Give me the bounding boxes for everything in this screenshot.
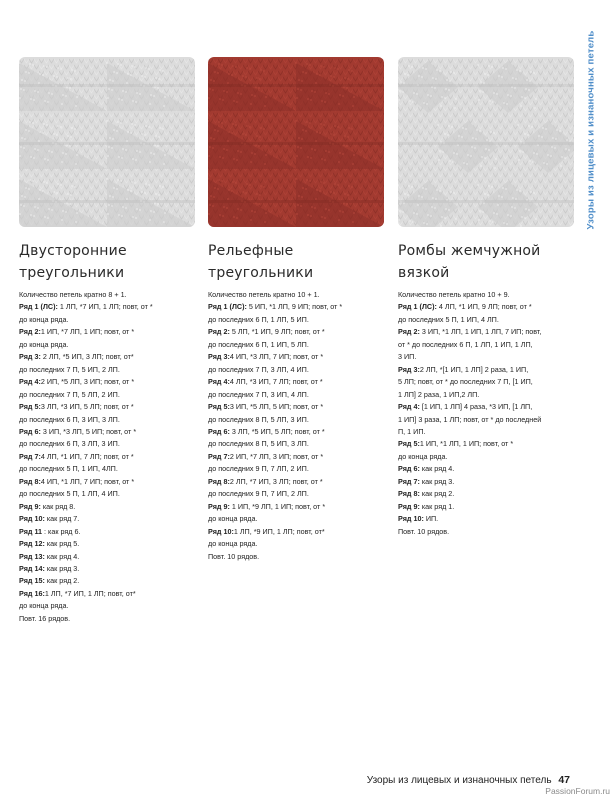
instruction-line xyxy=(19,463,201,475)
instruction-line xyxy=(19,600,201,612)
row-label: Ряд 9: xyxy=(398,501,420,511)
pattern-instructions xyxy=(398,289,580,538)
row-text: 4 ЛП, *1 ИП, 9 ЛП; повт, от * xyxy=(436,302,532,312)
instruction-line xyxy=(208,463,390,475)
row-text: П, 1 ИП. xyxy=(398,426,426,436)
row-text: до последних 6 П, 3 ИП, 3 ЛП. xyxy=(19,414,120,424)
instruction-line xyxy=(19,301,201,313)
instruction-line xyxy=(208,513,390,525)
instruction-line xyxy=(19,414,201,426)
instruction-line xyxy=(208,438,390,450)
instruction-line xyxy=(19,376,201,388)
row-label: Ряд 13: xyxy=(19,551,45,561)
instruction-line xyxy=(19,513,201,525)
instruction-line xyxy=(19,401,201,413)
row-label: Ряд 12: xyxy=(19,539,45,549)
row-text: 1 ЛП, *7 ИП, 1 ЛП; повт, от* xyxy=(44,588,136,598)
row-text: 3 ИП, *3 ЛП, 5 ИП; повт, от * xyxy=(40,426,137,436)
row-label: Ряд 8: xyxy=(398,489,420,499)
swatch-photo-double-sided-triangles xyxy=(19,57,195,227)
row-text: до последних 7 П, 3 ЛП, 4 ИП. xyxy=(208,364,309,374)
row-text: 1 ИП, *9 ЛП, 1 ИП; повт, от * xyxy=(229,501,326,511)
row-text: до конца ряда. xyxy=(19,339,69,349)
row-text: 3 ИП, *1 ЛП, 1 ИП, 1 ЛП, 7 ИП; повт, xyxy=(419,327,542,337)
row-text: 4 ИП, *1 ЛП, 7 ИП; повт, от * xyxy=(40,476,135,486)
instruction-line xyxy=(398,414,580,426)
row-text: до последних 7 П, 3 ИП, 4 ЛП. xyxy=(208,389,309,399)
row-label: Ряд 11 xyxy=(19,526,43,536)
instruction-line xyxy=(208,451,390,463)
row-label: Ряд 3: xyxy=(19,352,41,362)
row-text: 2 ЛП, *[1 ИП, 1 ЛП] 2 раза, 1 ИП, xyxy=(419,364,529,374)
row-text: 2 ИП, *5 ЛП, 3 ИП; повт, от * xyxy=(40,377,135,387)
row-text: 3 ЛП, *3 ИП, 5 ЛП; повт, от * xyxy=(40,402,134,412)
instruction-line xyxy=(208,476,390,488)
footer-section-title: Узоры из лицевых и изнаночных петель xyxy=(366,775,552,786)
instruction-line xyxy=(208,501,390,513)
page-footer xyxy=(367,774,570,786)
row-label: Ряд 9: xyxy=(19,501,41,511)
instruction-line xyxy=(398,463,580,475)
row-label: Ряд 7: xyxy=(208,451,230,461)
row-text: до последних 8 П, 5 ИП, 3 ЛП. xyxy=(208,439,309,449)
row-label: Ряд 10: xyxy=(398,514,424,524)
row-label: Ряд 1 (ЛС): xyxy=(398,302,437,312)
row-text: до последних 5 П, 1 ЛП, 4 ИП. xyxy=(19,489,120,499)
row-text: 3 ЛП, *5 ИП, 5 ЛП; повт, от * xyxy=(229,426,325,436)
row-text: до последних 6 П, 3 ЛП, 3 ИП. xyxy=(19,439,120,449)
row-label: Ряд 2: xyxy=(208,327,230,337)
swatch-photo-seed-stitch-diamonds xyxy=(398,57,574,227)
pattern-instructions xyxy=(19,289,201,625)
instruction-line xyxy=(398,526,580,538)
instruction-line xyxy=(19,476,201,488)
instruction-line xyxy=(208,364,390,376)
row-text: 4 ЛП, *1 ИП, 7 ЛП; повт, от * xyxy=(40,451,134,461)
row-text: как ряд 7. xyxy=(44,514,80,524)
instruction-line xyxy=(398,426,580,438)
row-text: 4 ЛП, *3 ИП, 7 ЛП; повт, от * xyxy=(229,377,323,387)
instruction-line xyxy=(208,414,390,426)
instruction-line xyxy=(208,301,390,313)
instruction-line xyxy=(398,364,580,376)
row-text: как ряд 1. xyxy=(419,501,455,511)
instruction-line xyxy=(398,314,580,326)
row-label: Ряд 6: xyxy=(19,426,41,436)
row-label: Ряд 4: xyxy=(398,402,420,412)
row-text: : как ряд 6. xyxy=(42,526,81,536)
instruction-line xyxy=(398,501,580,513)
row-text: до последних 9 П, 7 ЛП, 2 ИП. xyxy=(208,464,309,474)
row-label: Ряд 10: xyxy=(19,514,45,524)
row-text: до конца ряда. xyxy=(208,539,258,549)
row-text: как ряд 4. xyxy=(44,551,80,561)
row-label: Ряд 5: xyxy=(398,439,420,449)
side-section-header xyxy=(581,20,601,240)
instruction-line xyxy=(398,513,580,525)
row-text: до последних 9 П, 7 ИП, 2 ЛП. xyxy=(208,489,309,499)
instruction-line xyxy=(208,389,390,401)
instruction-line xyxy=(19,438,201,450)
row-text: 1 ЛП] 2 раза, 1 ИП,2 ЛП. xyxy=(398,389,480,399)
row-text: как ряд 3. xyxy=(44,563,80,573)
instruction-line xyxy=(208,551,390,563)
row-text: как ряд 2. xyxy=(419,489,455,499)
row-label: Ряд 5: xyxy=(208,402,230,412)
row-label: Ряд 2: xyxy=(398,327,420,337)
row-text: как ряд 5. xyxy=(44,539,80,549)
instruction-line xyxy=(398,438,580,450)
row-text: 1 ИП, *1 ЛП, 1 ИП; повт, от * xyxy=(419,439,514,449)
instruction-line xyxy=(398,326,580,338)
row-text: 1 ИП] 3 раза, 1 ЛП; повт, от * до последней xyxy=(398,414,542,424)
pattern-title: Двусторонние треугольники xyxy=(19,243,127,281)
row-text: 5 ИП, *1 ЛП, 9 ИП; повт, от * xyxy=(246,302,343,312)
instruction-line xyxy=(398,339,580,351)
row-text: до последних 6 П, 1 ИП, 5 ЛП. xyxy=(208,339,309,349)
row-label: Ряд 1 (ЛС): xyxy=(19,302,58,312)
row-label: Ряд 14: xyxy=(19,563,45,573)
row-text: 2 ИП, *7 ЛП, 3 ИП; повт, от * xyxy=(229,451,324,461)
instruction-line xyxy=(208,314,390,326)
row-label: Ряд 6: xyxy=(398,464,420,474)
row-text: 3 ИП, *5 ЛП, 5 ИП; повт, от * xyxy=(229,402,324,412)
row-label: Ряд 16: xyxy=(19,588,45,598)
instruction-line xyxy=(208,326,390,338)
row-text: Повт. 10 рядов. xyxy=(398,526,450,536)
instruction-line xyxy=(19,451,201,463)
instruction-line xyxy=(208,488,390,500)
page-number: 47 xyxy=(558,774,570,786)
row-text: 2 ЛП, *7 ИП, 3 ЛП; повт, от * xyxy=(229,476,323,486)
row-text: 1 ИП, *7 ЛП, 1 ИП; повт, от * xyxy=(40,327,135,337)
instruction-line xyxy=(398,488,580,500)
knit-texture xyxy=(19,57,195,227)
instruction-line xyxy=(398,351,580,363)
row-text: до конца ряда. xyxy=(19,601,69,611)
row-label: Ряд 4: xyxy=(208,377,230,387)
row-text: ИП. xyxy=(423,514,439,524)
instruction-line xyxy=(398,401,580,413)
instruction-line xyxy=(19,339,201,351)
instruction-line xyxy=(19,613,201,625)
row-text: до последних 5 П, 1 ИП, 4 ЛП. xyxy=(398,314,499,324)
row-text: как ряд 4. xyxy=(419,464,455,474)
row-label: Ряд 9: xyxy=(208,501,230,511)
instruction-line xyxy=(398,389,580,401)
row-text: 4 ИП, *3 ЛП, 7 ИП; повт, от * xyxy=(229,352,324,362)
row-text: 3 ИП. xyxy=(398,352,417,362)
instruction-line xyxy=(19,289,201,301)
row-label: Ряд 7: xyxy=(398,476,420,486)
row-text: до последних 5 П, 1 ИП, 4ЛП. xyxy=(19,464,118,474)
row-text: как ряд 3. xyxy=(419,476,455,486)
pattern-instructions xyxy=(208,289,390,563)
pattern-title: Ромбы жемчужной вязкой xyxy=(398,243,541,281)
row-text: как ряд 8. xyxy=(40,501,76,511)
instruction-line xyxy=(208,339,390,351)
knit-texture xyxy=(208,57,384,227)
row-text: как ряд 2. xyxy=(44,576,80,586)
row-text: до конца ряда. xyxy=(208,514,258,524)
instruction-line xyxy=(19,364,201,376)
row-text: 5 ЛП, *1 ИП, 9 ЛП; повт, от * xyxy=(229,327,325,337)
instruction-line xyxy=(208,376,390,388)
instruction-line xyxy=(19,314,201,326)
instruction-line xyxy=(19,488,201,500)
instruction-line xyxy=(19,526,201,538)
row-label: Ряд 7: xyxy=(19,451,41,461)
instruction-line xyxy=(19,351,201,363)
row-text: до конца ряда. xyxy=(19,314,69,324)
instruction-line xyxy=(19,551,201,563)
instruction-line xyxy=(19,326,201,338)
row-text: [1 ИП, 1 ЛП] 4 раза, *3 ИП, [1 ЛП, xyxy=(419,402,533,412)
swatch-photo-relief-triangles xyxy=(208,57,384,227)
instruction-line xyxy=(19,538,201,550)
row-label: Ряд 8: xyxy=(19,476,41,486)
instruction-line xyxy=(398,289,580,301)
watermark: PassionForum.ru xyxy=(545,786,610,796)
row-text: Повт. 10 рядов. xyxy=(208,551,260,561)
instruction-line xyxy=(208,538,390,550)
instruction-line xyxy=(398,376,580,388)
row-text: Количество петель кратно 10 + 1. xyxy=(208,290,320,299)
row-text: до последних 7 П, 5 ЛП, 2 ИП. xyxy=(19,389,120,399)
instruction-line xyxy=(398,476,580,488)
instruction-line xyxy=(19,575,201,587)
row-label: Ряд 10: xyxy=(208,526,234,536)
instruction-line xyxy=(398,451,580,463)
row-text: до последних 8 П, 5 ЛП, 3 ИП. xyxy=(208,414,309,424)
instruction-line xyxy=(19,389,201,401)
row-label: Ряд 1 (ЛС): xyxy=(208,302,247,312)
row-text: от * до последних 6 П, 1 ЛП, 1 ИП, 1 ЛП, xyxy=(398,339,533,349)
row-text: 1 ЛП, *9 ИП, 1 ЛП; повт, от* xyxy=(233,526,325,536)
row-text: 2 ЛП, *5 ИП, 3 ЛП; повт, от* xyxy=(40,352,134,362)
row-text: до последних 7 П, 5 ИП, 2 ЛП. xyxy=(19,364,120,374)
row-text: 1 ЛП, *7 ИП, 1 ЛП; повт, от * xyxy=(57,302,153,312)
row-text: Количество петель кратно 10 + 9. xyxy=(398,290,510,299)
row-label: Ряд 3: xyxy=(398,364,420,374)
row-text: 5 ЛП; повт, от * до последних 7 П, [1 ИП, xyxy=(398,377,533,387)
row-text: до конца ряда. xyxy=(398,451,448,461)
side-header-text: Узоры из лицевых и изнаночных петель xyxy=(585,30,597,230)
instruction-line xyxy=(208,401,390,413)
row-label: Ряд 15: xyxy=(19,576,45,586)
instruction-line xyxy=(19,501,201,513)
instruction-line xyxy=(19,588,201,600)
row-text: Количество петель кратно 8 + 1. xyxy=(19,290,127,299)
row-text: до последних 6 П, 1 ЛП, 5 ИП. xyxy=(208,314,309,324)
instruction-line xyxy=(19,563,201,575)
row-text: Повт. 16 рядов. xyxy=(19,613,71,623)
instruction-line xyxy=(208,351,390,363)
pattern-title: Рельефные треугольники xyxy=(208,243,314,281)
row-label: Ряд 3: xyxy=(208,352,230,362)
instruction-line xyxy=(208,526,390,538)
row-label: Ряд 6: xyxy=(208,426,230,436)
row-label: Ряд 5: xyxy=(19,402,41,412)
instruction-line xyxy=(19,426,201,438)
instruction-line xyxy=(208,289,390,301)
row-label: Ряд 8: xyxy=(208,476,230,486)
row-label: Ряд 2: xyxy=(19,327,41,337)
knit-texture xyxy=(398,57,574,227)
instruction-line xyxy=(398,301,580,313)
instruction-line xyxy=(208,426,390,438)
row-label: Ряд 4: xyxy=(19,377,41,387)
